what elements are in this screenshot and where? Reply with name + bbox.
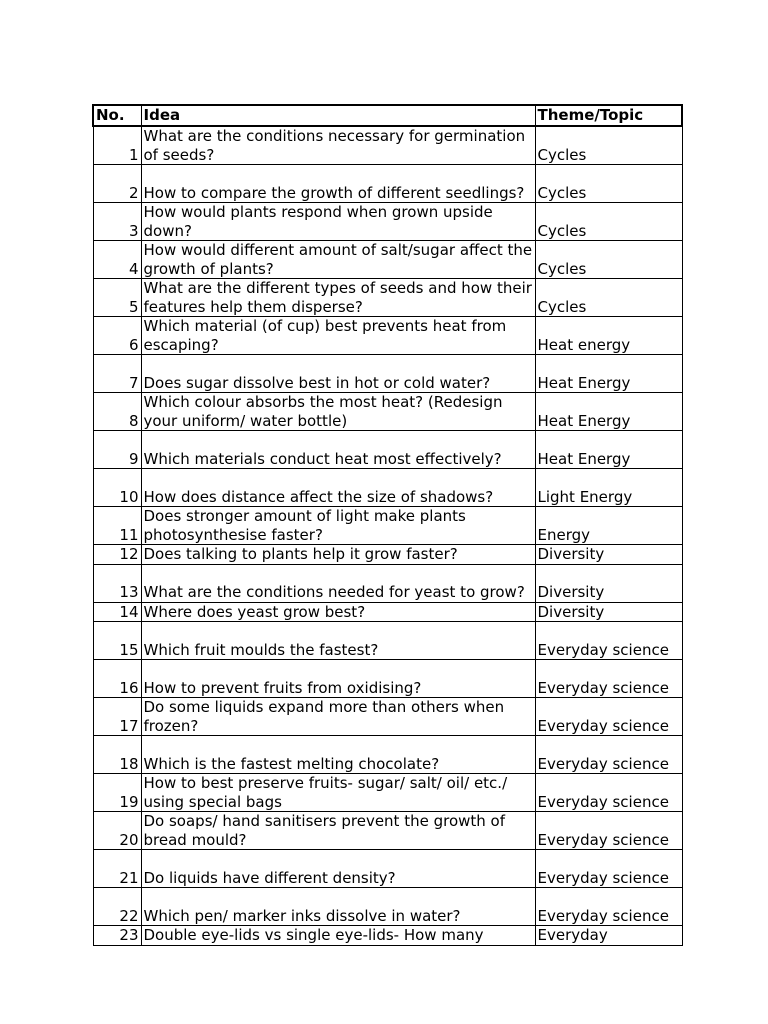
row-number: 17 <box>93 698 141 736</box>
row-idea: What are the conditions necessary for germination of seeds? <box>141 126 535 165</box>
row-number: 19 <box>93 774 141 812</box>
table-row <box>93 736 682 774</box>
table-row <box>93 393 682 431</box>
row-number: 8 <box>93 393 141 431</box>
row-number: 18 <box>93 736 141 774</box>
row-theme: Everyday science <box>535 622 682 660</box>
row-idea: What are the conditions needed for yeast to grow? <box>141 564 535 602</box>
row-idea: Do liquids have different density? <box>141 850 535 888</box>
row-idea: Do soaps/ hand sanitisers prevent the growth of bread mould? <box>141 812 535 850</box>
row-idea: Does sugar dissolve best in hot or cold water? <box>141 355 535 393</box>
row-theme: Everyday science <box>535 698 682 736</box>
table-row <box>93 850 682 888</box>
row-number: 16 <box>93 660 141 698</box>
row-theme: Everyday <box>535 926 682 946</box>
row-theme: Cycles <box>535 241 682 279</box>
row-theme: Diversity <box>535 564 682 602</box>
row-number: 4 <box>93 241 141 279</box>
table-row <box>93 279 682 317</box>
row-idea: Which materials conduct heat most effectively? <box>141 431 535 469</box>
row-theme: Cycles <box>535 279 682 317</box>
row-idea: How to compare the growth of different seedlings? <box>141 165 535 203</box>
row-idea: How would plants respond when grown upside down? <box>141 203 535 241</box>
header-no: No. <box>93 105 141 126</box>
table-row <box>93 926 682 946</box>
header-idea: Idea <box>141 105 535 126</box>
row-theme: Cycles <box>535 203 682 241</box>
table-header-row <box>93 105 682 126</box>
row-idea: Double eye-lids vs single eye-lids- How many <box>141 926 535 946</box>
row-number: 10 <box>93 469 141 507</box>
row-theme: Diversity <box>535 545 682 565</box>
table-row <box>93 431 682 469</box>
table-row <box>93 203 682 241</box>
table-row <box>93 698 682 736</box>
row-idea: Which material (of cup) best prevents heat from escaping? <box>141 317 535 355</box>
row-number: 20 <box>93 812 141 850</box>
table-row <box>93 317 682 355</box>
row-number: 3 <box>93 203 141 241</box>
row-theme: Heat Energy <box>535 431 682 469</box>
row-number: 15 <box>93 622 141 660</box>
row-theme: Everyday science <box>535 888 682 926</box>
row-theme: Energy <box>535 507 682 545</box>
row-number: 23 <box>93 926 141 946</box>
table-row <box>93 888 682 926</box>
row-number: 9 <box>93 431 141 469</box>
table-row <box>93 812 682 850</box>
row-theme: Cycles <box>535 126 682 165</box>
row-theme: Everyday science <box>535 736 682 774</box>
row-theme: Everyday science <box>535 774 682 812</box>
row-number: 14 <box>93 602 141 622</box>
row-number: 7 <box>93 355 141 393</box>
row-number: 11 <box>93 507 141 545</box>
row-idea: Which fruit moulds the fastest? <box>141 622 535 660</box>
row-theme: Heat Energy <box>535 393 682 431</box>
table-row <box>93 355 682 393</box>
table-row <box>93 774 682 812</box>
row-idea: How does distance affect the size of shadows? <box>141 469 535 507</box>
table-row <box>93 660 682 698</box>
row-number: 22 <box>93 888 141 926</box>
table-row <box>93 564 682 602</box>
row-theme: Diversity <box>535 602 682 622</box>
row-idea: How would different amount of salt/sugar affect the growth of plants? <box>141 241 535 279</box>
row-theme: Everyday science <box>535 850 682 888</box>
table-row <box>93 622 682 660</box>
table-body <box>93 126 682 945</box>
row-idea: Does talking to plants help it grow faster? <box>141 545 535 565</box>
row-idea: What are the different types of seeds and how their features help them disperse? <box>141 279 535 317</box>
row-idea: Does stronger amount of light make plants photosynthesise faster? <box>141 507 535 545</box>
row-idea: Where does yeast grow best? <box>141 602 535 622</box>
row-idea: How to best preserve fruits- sugar/ salt/ oil/ etc./ using special bags <box>141 774 535 812</box>
row-idea: Which colour absorbs the most heat? (Redesign your uniform/ water bottle) <box>141 393 535 431</box>
row-idea: Which is the fastest melting chocolate? <box>141 736 535 774</box>
row-theme: Heat Energy <box>535 355 682 393</box>
row-theme: Everyday science <box>535 660 682 698</box>
table-row <box>93 241 682 279</box>
row-theme: Heat energy <box>535 317 682 355</box>
row-number: 5 <box>93 279 141 317</box>
row-number: 1 <box>93 126 141 165</box>
row-theme: Light Energy <box>535 469 682 507</box>
row-number: 12 <box>93 545 141 565</box>
row-number: 13 <box>93 564 141 602</box>
row-idea: How to prevent fruits from oxidising? <box>141 660 535 698</box>
ideas-table <box>92 104 683 946</box>
row-number: 2 <box>93 165 141 203</box>
header-theme: Theme/Topic <box>535 105 682 126</box>
table-row <box>93 602 682 622</box>
table-row <box>93 507 682 545</box>
table-row <box>93 545 682 565</box>
row-idea: Which pen/ marker inks dissolve in water? <box>141 888 535 926</box>
row-idea: Do some liquids expand more than others when frozen? <box>141 698 535 736</box>
table-row <box>93 165 682 203</box>
table-row <box>93 126 682 165</box>
row-number: 6 <box>93 317 141 355</box>
row-theme: Everyday science <box>535 812 682 850</box>
row-theme: Cycles <box>535 165 682 203</box>
row-number: 21 <box>93 850 141 888</box>
table-row <box>93 469 682 507</box>
